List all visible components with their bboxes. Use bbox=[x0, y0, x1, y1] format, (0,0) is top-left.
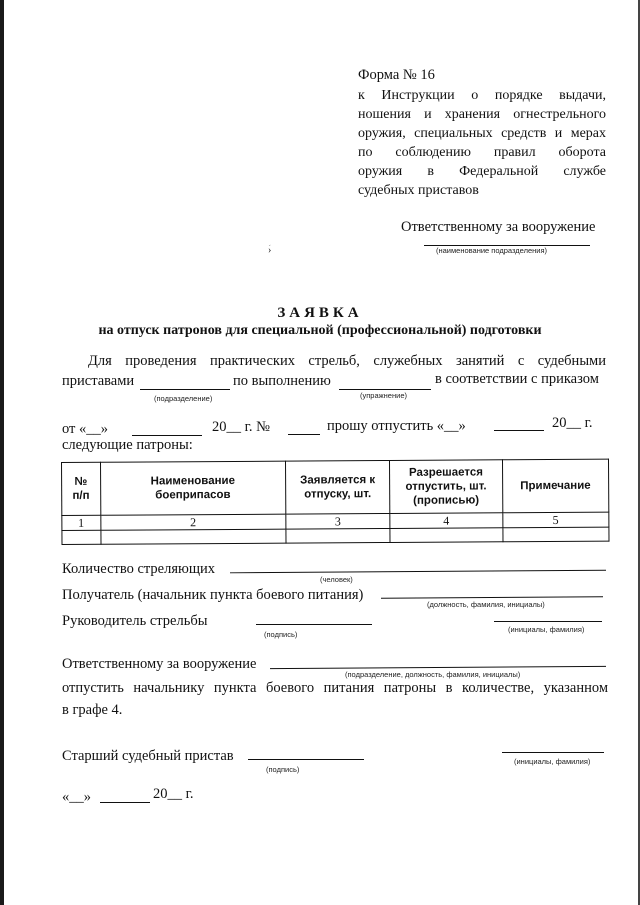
date-day: «__» bbox=[62, 789, 91, 805]
paragraph-line-4: следующие патроны: bbox=[62, 437, 193, 453]
table-cell bbox=[62, 530, 101, 544]
reference-block bbox=[358, 86, 606, 200]
header-cell: Примечание bbox=[502, 459, 609, 513]
exercise-caption: (упражнение) bbox=[360, 391, 407, 400]
paragraph-line-2c: в соответствии с приказом bbox=[435, 371, 599, 387]
stray-mark: ؘ› bbox=[268, 245, 272, 256]
bailiff-sign-line bbox=[248, 759, 364, 760]
head-label: Руководитель стрельбы bbox=[62, 613, 208, 629]
table-header-row bbox=[62, 459, 609, 515]
order-year-number: 20__ г. № bbox=[212, 419, 271, 435]
ammo-table bbox=[61, 459, 609, 545]
header-cell: Разрешается отпустить, шт. (прописью) bbox=[390, 460, 503, 514]
responsible-caption: (подразделение, должность, фамилия, инициалы) bbox=[345, 670, 521, 679]
number-cell: 5 bbox=[502, 512, 609, 528]
shooters-label: Количество стреляющих bbox=[62, 561, 216, 577]
receiver-label: Получатель (начальник пункта боевого питания) bbox=[62, 587, 364, 603]
number-cell: 3 bbox=[286, 513, 390, 529]
bailiff-name-line bbox=[502, 752, 604, 753]
date-month-blank bbox=[100, 802, 150, 803]
reference-line: к Инструкции о порядке выдачи, bbox=[358, 88, 606, 103]
paragraph-line-2b: по выполнению bbox=[233, 373, 331, 389]
table-cell bbox=[502, 527, 609, 542]
exercise-blank bbox=[339, 389, 431, 390]
paragraph-line-2a: приставами bbox=[62, 373, 135, 389]
reference-line: оружия, специальных средств и мерах bbox=[358, 126, 606, 141]
bailiff-name-caption: (инициалы, фамилия) bbox=[514, 757, 591, 766]
addressee: Ответственному за вооружение bbox=[401, 219, 596, 235]
header-cell: Наименование боеприпасов bbox=[100, 461, 286, 515]
date-year: 20__ г. bbox=[153, 786, 194, 802]
unit-blank bbox=[140, 389, 230, 390]
order-date-blank bbox=[132, 435, 202, 436]
reference-line: по соблюдению правил оборота bbox=[358, 145, 606, 160]
request-date: прошу отпустить «__» bbox=[327, 418, 466, 434]
number-cell: 4 bbox=[390, 513, 502, 529]
reference-line: судебных приставов bbox=[358, 183, 479, 198]
header-cell: Заявляется к отпуску, шт. bbox=[285, 460, 390, 514]
request-date-blank bbox=[494, 430, 544, 431]
responsible-label: Ответственному за вооружение bbox=[62, 656, 257, 672]
header-cell: № п/п bbox=[62, 462, 101, 515]
document-title: ЗАЯВКА bbox=[277, 305, 363, 321]
table-row bbox=[62, 527, 609, 544]
unit-caption: (подразделение) bbox=[154, 394, 213, 403]
bailiff-sign-caption: (подпись) bbox=[266, 765, 300, 774]
reference-line: ношения и хранения огнестрельного bbox=[358, 107, 606, 122]
date-from: от «__» bbox=[62, 421, 109, 437]
request-year: 20__ г. bbox=[552, 415, 593, 431]
addressee-caption: (наименование подразделения) bbox=[436, 246, 548, 255]
scan-edge-left bbox=[0, 0, 4, 905]
paragraph-line-1: Для проведения практических стрельб, служебных занятий с судебными bbox=[88, 353, 606, 369]
bailiff-label: Старший судебный пристав bbox=[62, 748, 234, 764]
form-number: Форма № 16 bbox=[358, 67, 435, 83]
shooters-caption: (человек) bbox=[320, 575, 353, 584]
release-line-1: отпустить начальнику пункта боевого питания патроны в количестве, указанном bbox=[62, 680, 608, 696]
document-subtitle: на отпуск патронов для специальной (профессиональной) подготовки bbox=[98, 323, 542, 338]
head-name-line bbox=[494, 621, 602, 622]
shooters-line bbox=[230, 570, 606, 574]
receiver-caption: (должность, фамилия, инициалы) bbox=[427, 600, 545, 609]
head-sign-line bbox=[256, 624, 372, 625]
table-cell bbox=[390, 528, 502, 543]
head-name-caption: (инициалы, фамилия) bbox=[508, 625, 585, 634]
number-cell: 2 bbox=[100, 514, 285, 530]
release-line-2: в графе 4. bbox=[62, 702, 123, 718]
head-sign-caption: (подпись) bbox=[264, 630, 298, 639]
order-number-blank bbox=[288, 434, 320, 435]
reference-line: оружия в Федеральной службе bbox=[358, 164, 606, 179]
table-cell bbox=[100, 529, 285, 544]
receiver-line bbox=[381, 596, 603, 599]
table-cell bbox=[286, 528, 390, 543]
number-cell: 1 bbox=[62, 515, 101, 530]
responsible-line bbox=[270, 666, 606, 669]
